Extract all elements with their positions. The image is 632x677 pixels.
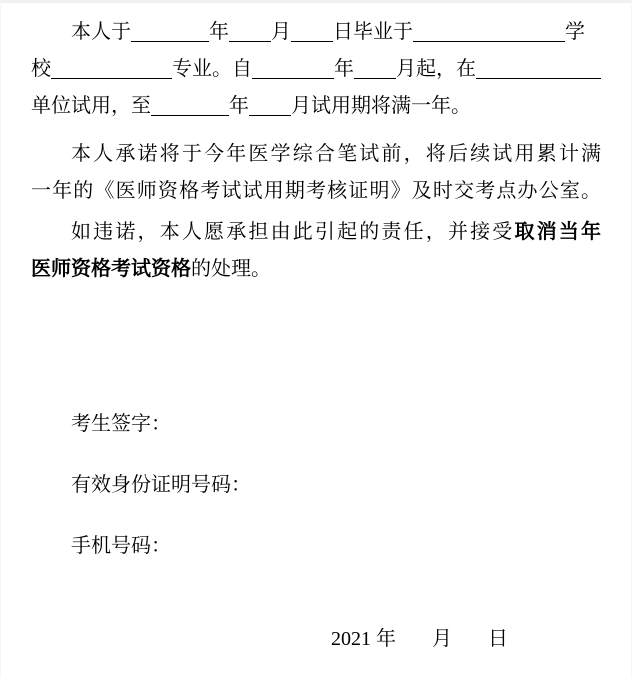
text-segment: 年	[209, 21, 229, 43]
bold-text-segment: 医师资格考试资格	[31, 258, 191, 280]
document-line-4	[31, 136, 601, 173]
commitment-document	[1, 3, 631, 677]
document-line-3	[31, 88, 601, 125]
signature-block	[31, 406, 601, 565]
text-segment: 单位试用，至	[31, 95, 151, 117]
text-segment: 本人承诺将于今年医学综合笔试前，将后续试用累计满	[71, 143, 601, 165]
id-number-label: 有效身份证明号码：	[71, 474, 251, 496]
text-segment: 如违诺，本人愿承担由此引起的责任，并接受	[71, 221, 515, 243]
date-line	[31, 621, 601, 658]
text-segment: 校	[31, 58, 51, 80]
fill-in-blank	[151, 112, 229, 116]
phone-number-label: 手机号码：	[71, 535, 171, 557]
date-year-label: 2021 年	[331, 628, 396, 650]
fill-in-blank	[476, 75, 601, 79]
document-line-1	[31, 14, 601, 51]
bold-text-segment: 取消当年	[514, 221, 601, 243]
fill-in-blank	[354, 75, 396, 79]
date-month-label: 月	[432, 628, 452, 650]
document-line-5	[31, 173, 601, 210]
fill-in-blank	[291, 38, 333, 42]
text-segment: 年	[334, 58, 354, 80]
text-segment: 学	[565, 21, 585, 43]
text-segment: 日毕业于	[333, 21, 413, 43]
date-day-label: 日	[488, 628, 508, 650]
fill-in-blank	[413, 38, 565, 42]
text-segment: 一年的《医师资格考试试用期考核证明》及时交考点办公室。	[31, 180, 601, 202]
text-segment: 年	[229, 95, 249, 117]
document-line-7	[31, 251, 601, 288]
fill-in-blank	[229, 38, 271, 42]
text-segment: 专业。自	[172, 58, 252, 80]
fill-in-blank	[249, 112, 291, 116]
text-segment: 月	[271, 21, 291, 43]
document-line-2	[31, 51, 601, 88]
fill-in-blank	[131, 38, 209, 42]
document-line-6	[31, 214, 601, 251]
text-segment: 月试用期将满一年。	[291, 95, 471, 117]
text-segment: 本人于	[71, 21, 131, 43]
fill-in-blank	[51, 75, 172, 79]
fill-in-blank	[252, 75, 334, 79]
document-body	[31, 14, 601, 288]
text-segment: 的处理。	[191, 258, 271, 280]
text-segment: 月起，在	[396, 58, 476, 80]
examinee-signature-label: 考生签字：	[71, 413, 171, 435]
